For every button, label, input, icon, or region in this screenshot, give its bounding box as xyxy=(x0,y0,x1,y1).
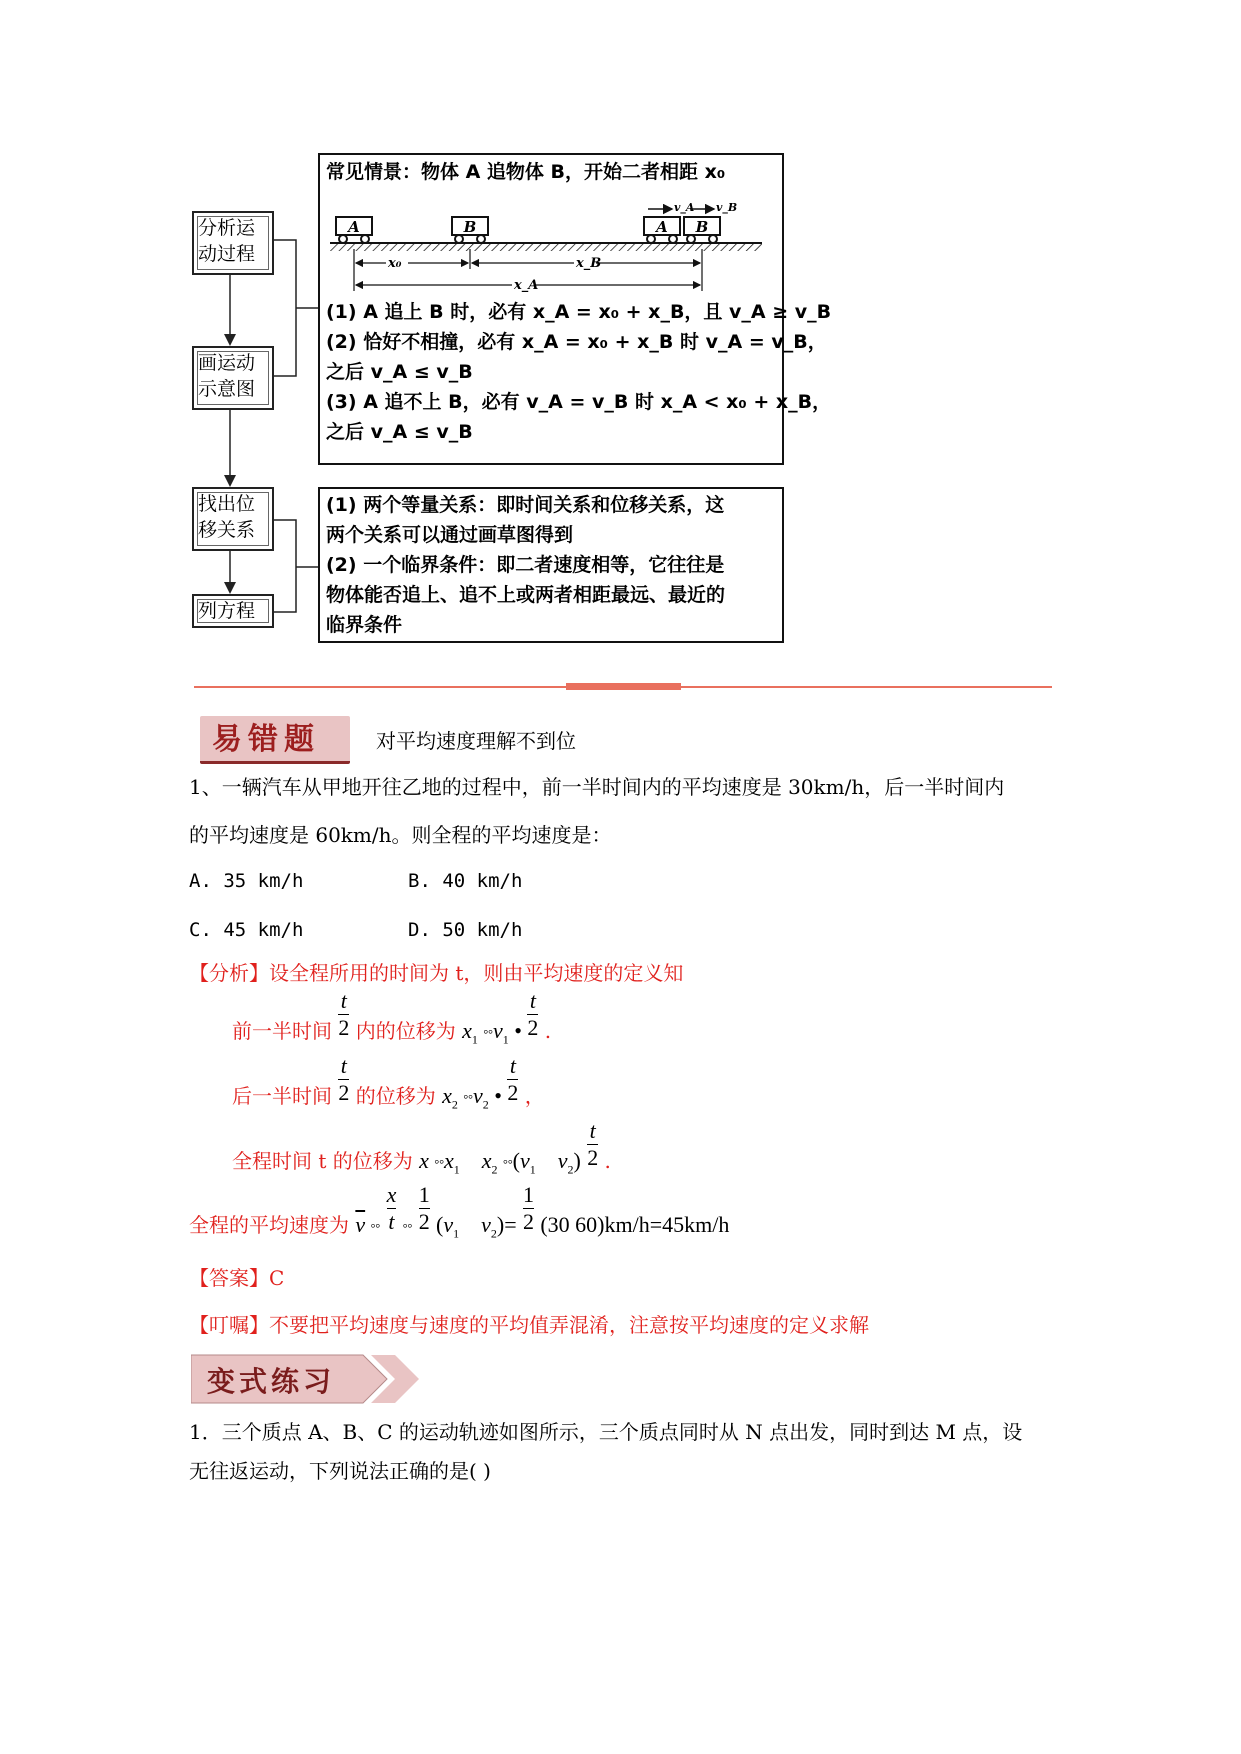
method-line-5: 临界条件 xyxy=(326,614,403,636)
svg-text:B: B xyxy=(463,218,477,236)
option-b[interactable]: B. 40 km/h xyxy=(408,870,523,892)
method-line-3: (2) 一个临界条件：即二者速度相等，它往往是 xyxy=(326,554,725,576)
option-d[interactable]: D. 50 km/h xyxy=(408,919,523,941)
svg-text:v_B: v_B xyxy=(716,201,738,214)
method-line-1: (1) 两个等量关系：即时间关系和位移关系，这 xyxy=(326,494,725,516)
practice-q1-line-1: 1．三个质点 A、B、C 的运动轨迹如图所示，三个质点同时从 N 点出发，同时到达 M 点，设 xyxy=(189,1420,1023,1444)
analysis-intro: 【分析】设全程所用的时间为 t，则由平均速度的定义知 xyxy=(189,961,684,985)
svg-text:A: A xyxy=(348,218,360,236)
svg-text:x_A: x_A xyxy=(514,278,539,293)
case-3-line-2: 之后 v_A ≤ v_B xyxy=(326,421,473,443)
fraction-t-over-2: $\frac{t}{2}$ xyxy=(338,988,350,1040)
step-write-equations: 列方程 xyxy=(192,594,274,628)
scenario-title: 常见情景：物体 A 追物体 B，开始二者相距 x₀ xyxy=(326,161,726,183)
method-line-2: 两个关系可以通过画草图得到 xyxy=(326,524,574,546)
section-divider-accent xyxy=(566,683,681,690)
option-c[interactable]: C. 45 km/h xyxy=(189,919,304,941)
error-topic: 对平均速度理解不到位 xyxy=(350,722,598,760)
step-find-displacement: 找出位 移关系 xyxy=(192,487,274,551)
case-2-line-2: 之后 v_A ≤ v_B xyxy=(326,361,473,383)
option-a[interactable]: A. 35 km/h xyxy=(189,870,304,892)
analysis-step-1: 前一半时间 $\frac{t}{2}$ 内的位移为 $x_1$ $^\circ^\circ v_1$ • $\frac{t}{2}$ . xyxy=(232,988,552,1047)
practice-q1-line-2: 无往返运动，下列说法正确的是( ) xyxy=(189,1459,491,1483)
scenario-panel xyxy=(318,153,832,465)
svg-text:B: B xyxy=(695,218,709,236)
note-line: 【叮嘱】不要把平均速度与速度的平均值弄混淆，注意按平均速度的定义求解 xyxy=(189,1313,869,1337)
method-line-4: 物体能否追上、追不上或两者相距最远、最近的 xyxy=(326,584,726,606)
analysis-step-2: 后一半时间 $\frac{t}{2}$ 的位移为 $x_2$ $^\circ^\circ v_2$ • $\frac{t}{2}$ ， xyxy=(232,1053,545,1112)
cart-b-start xyxy=(452,217,488,243)
svg-text:v_A: v_A xyxy=(674,201,695,214)
error-prone-badge: 易错题 xyxy=(200,716,350,764)
question-line-2: 的平均速度是 60km/h。则全程的平均速度是： xyxy=(189,823,612,847)
method-panel xyxy=(318,487,784,643)
variant-practice-badge xyxy=(191,1351,431,1407)
case-2-line-1: (2) 恰好不相撞，必有 x_A = x₀ + x_B 时 v_A = v_B， xyxy=(326,331,827,353)
analysis-step-3: 全程时间 t 的位移为 x $^\circ^\circ x_1$ $x_2$ $^\circ^\circ(v_1$ $v_2) \frac{t}{2}$ . xyxy=(232,1118,611,1177)
svg-text:x₀: x₀ xyxy=(388,256,402,271)
svg-text:变式练习: 变式练习 xyxy=(207,1365,336,1398)
step-analyze-motion: 分析运 动过程 xyxy=(192,211,274,275)
analysis-final: 全程的平均速度为 $\overline{v}$ °° $\frac{x}{t}$ °° 1 2 ($v_1$ $v_2)= 1$ 2 (30 60)km/h=45km/h xyxy=(189,1182,730,1241)
answer-line: 【答案】C xyxy=(189,1266,285,1290)
svg-text:x_B: x_B xyxy=(576,256,602,271)
question-line-1: 1、一辆汽车从甲地开往乙地的过程中，前一半时间内的平均速度是 30km/h，后一半时间内 xyxy=(189,775,1005,799)
car-chase-diagram xyxy=(326,187,778,297)
case-1: (1) A 追上 B 时，必有 x_A = x₀ + x_B，且 v_A ≥ v_B xyxy=(326,301,832,323)
cart-a-start xyxy=(336,217,372,243)
case-3-line-1: (3) A 追不上 B，必有 v_A = v_B 时 x_A < x₀ + x_B， xyxy=(326,391,832,413)
step-draw-diagram: 画运动 示意图 xyxy=(192,346,274,410)
svg-text:A: A xyxy=(656,218,668,236)
